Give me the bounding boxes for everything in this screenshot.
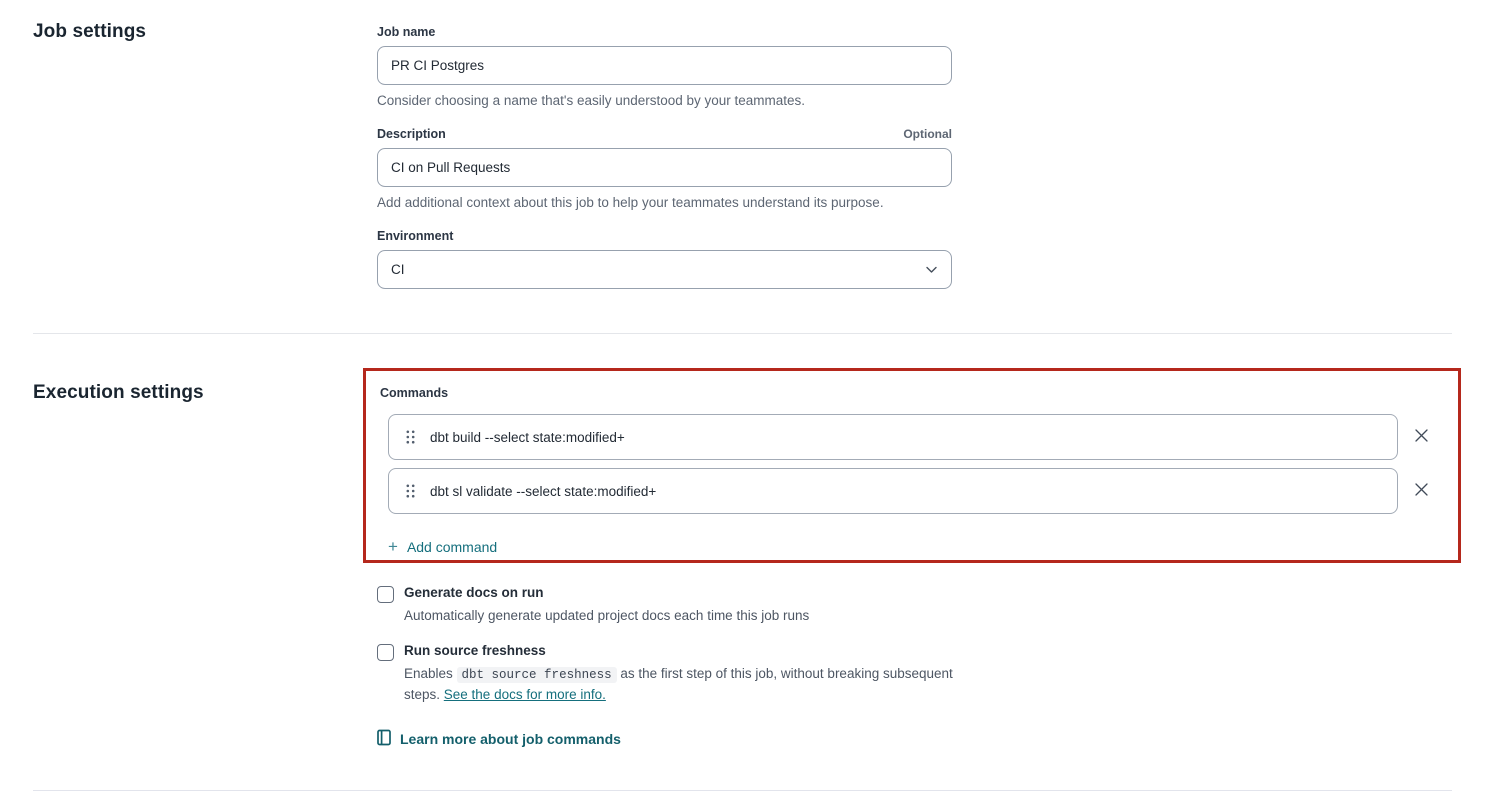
remove-command-button[interactable]	[1398, 414, 1444, 460]
source-freshness-description	[404, 664, 955, 705]
drag-handle-icon[interactable]	[389, 484, 430, 498]
command-row	[380, 414, 1444, 460]
job-settings-heading: Job settings	[33, 21, 147, 42]
add-command-button[interactable]	[388, 538, 497, 555]
close-icon	[1415, 483, 1428, 499]
job-settings-form	[377, 25, 952, 308]
job-name-label: Job name	[377, 25, 436, 39]
generate-docs-group	[377, 585, 955, 626]
description-helper-text: Add additional context about this job to help your teammates understand its purpose.	[377, 195, 884, 210]
source-freshness-label[interactable]: Run source freshness	[404, 643, 546, 658]
learn-more-job-commands-link[interactable]	[377, 729, 621, 749]
drag-handle-icon[interactable]	[389, 430, 430, 444]
source-freshness-desc-prefix: Enables	[404, 666, 457, 681]
remove-command-button[interactable]	[1398, 468, 1444, 514]
environment-field	[377, 229, 952, 289]
book-icon	[377, 729, 391, 749]
command-input-wrapper	[388, 468, 1398, 514]
section-divider	[33, 333, 1452, 334]
execution-options	[377, 585, 955, 751]
environment-select[interactable]	[377, 250, 952, 289]
description-field	[377, 127, 952, 210]
job-name-helper-text: Consider choosing a name that's easily understood by your teammates.	[377, 93, 806, 108]
description-input[interactable]	[377, 148, 952, 187]
generate-docs-description: Automatically generate updated project docs each time this job runs	[404, 608, 810, 623]
close-icon	[1415, 429, 1428, 445]
source-freshness-docs-link[interactable]: See the docs for more info.	[443, 687, 606, 702]
source-freshness-group	[377, 643, 955, 705]
job-name-input[interactable]	[377, 46, 952, 85]
environment-label: Environment	[377, 229, 454, 243]
job-name-field	[377, 25, 952, 108]
execution-settings-heading: Execution settings	[33, 382, 204, 403]
optional-badge: Optional	[903, 127, 952, 141]
command-input[interactable]	[430, 415, 1397, 459]
chevron-down-icon	[926, 266, 937, 273]
environment-selected-value: CI	[391, 262, 405, 277]
plus-icon: +	[388, 537, 398, 556]
source-freshness-code: dbt source freshness	[457, 667, 617, 683]
command-row	[380, 468, 1444, 514]
generate-docs-label[interactable]: Generate docs on run	[404, 585, 544, 600]
command-input-wrapper	[388, 414, 1398, 460]
generate-docs-checkbox[interactable]	[377, 586, 394, 603]
command-input[interactable]	[430, 469, 1397, 513]
source-freshness-desc-suffix: as the first step of this job, without breaking subsequent steps.	[404, 666, 953, 702]
source-freshness-checkbox[interactable]	[377, 644, 394, 661]
description-label: Description	[377, 127, 446, 141]
learn-more-label: Learn more about job commands	[400, 731, 621, 747]
add-command-label: Add command	[406, 538, 498, 555]
bottom-divider	[33, 790, 1452, 791]
commands-annotation-box	[363, 368, 1461, 563]
commands-label: Commands	[380, 386, 449, 400]
